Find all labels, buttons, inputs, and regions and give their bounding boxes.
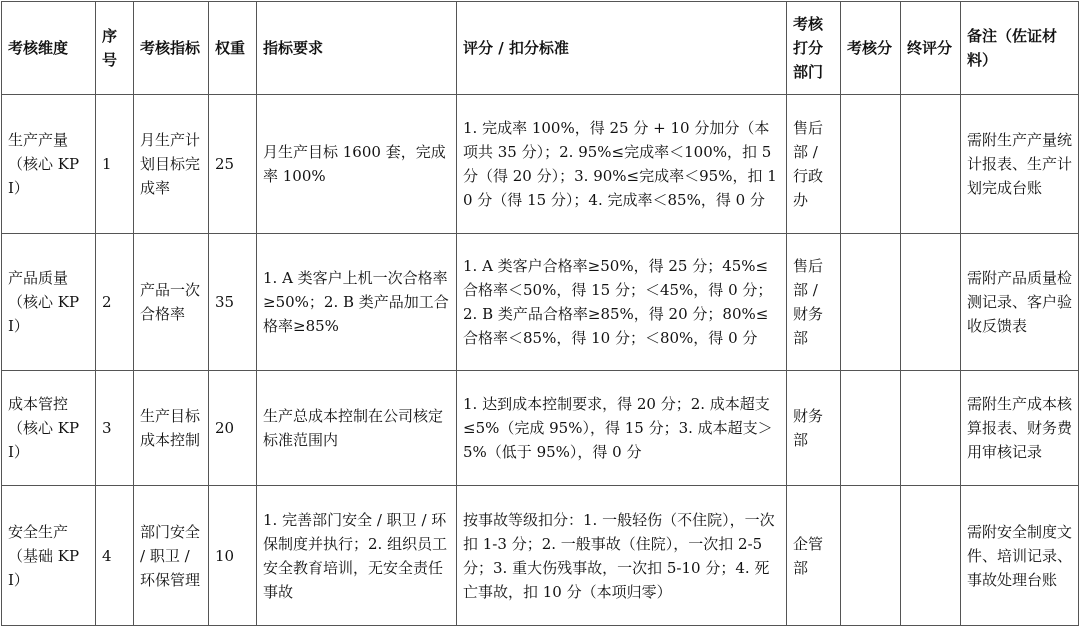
cell-indicator: 生产目标成本控制 xyxy=(134,371,209,486)
cell-standard: 1. A 类客户合格率≥50%，得 25 分；45%≤合格率＜50%，得 15 分；＜45%，得 0 分；2. B 类产品合格率≥85%，得 20 分；80%≤合格率＜85%，得 10 分；＜80%，得 0 分 xyxy=(457,234,787,371)
cell-indicator: 月生产计划目标完成率 xyxy=(134,95,209,234)
cell-final[interactable] xyxy=(901,234,961,371)
table-row xyxy=(2,234,1079,371)
cell-dept: 企管部 xyxy=(787,486,841,626)
cell-dimension: 生产产量（核心 KPI） xyxy=(2,95,96,234)
cell-weight: 20 xyxy=(209,371,257,486)
cell-indicator: 产品一次合格率 xyxy=(134,234,209,371)
cell-seq: 3 xyxy=(96,371,134,486)
header-seq: 序号 xyxy=(96,2,134,95)
table-row xyxy=(2,371,1079,486)
header-score: 考核分 xyxy=(841,2,901,95)
cell-note: 需附生产产量统计报表、生产计划完成台账 xyxy=(961,95,1079,234)
cell-requirement: 1. A 类客户上机一次合格率≥50%；2. B 类产品加工合格率≥85% xyxy=(257,234,457,371)
cell-note: 需附产品质量检测记录、客户验收反馈表 xyxy=(961,234,1079,371)
header-dimension: 考核维度 xyxy=(2,2,96,95)
cell-dimension: 产品质量（核心 KPI） xyxy=(2,234,96,371)
cell-seq: 4 xyxy=(96,486,134,626)
cell-dimension: 安全生产（基础 KPI） xyxy=(2,486,96,626)
cell-indicator: 部门安全 / 职卫 / 环保管理 xyxy=(134,486,209,626)
cell-score[interactable] xyxy=(841,95,901,234)
cell-seq: 2 xyxy=(96,234,134,371)
cell-standard: 1. 完成率 100%，得 25 分 + 10 分加分（本项共 35 分）；2. 95%≤完成率＜100%，扣 5 分（得 20 分）；3. 90%≤完成率＜95%，扣 10 分（得 15 分）；4. 完成率＜85%，得 0 分 xyxy=(457,95,787,234)
cell-dept: 售后部 / 行政办 xyxy=(787,95,841,234)
cell-weight: 25 xyxy=(209,95,257,234)
cell-dept: 财务部 xyxy=(787,371,841,486)
table-row xyxy=(2,486,1079,626)
cell-standard: 按事故等级扣分：1. 一般轻伤（不住院），一次扣 1-3 分；2. 一般事故（住院），一次扣 2-5 分；3. 重大伤残事故，一次扣 5-10 分；4. 死亡事故，扣 10 分（本项归零） xyxy=(457,486,787,626)
cell-note: 需附生产成本核算报表、财务费用审核记录 xyxy=(961,371,1079,486)
cell-standard: 1. 达到成本控制要求，得 20 分；2. 成本超支≤5%（完成 95%），得 15 分；3. 成本超支＞5%（低于 95%），得 0 分 xyxy=(457,371,787,486)
cell-note: 需附安全制度文件、培训记录、事故处理台账 xyxy=(961,486,1079,626)
cell-final[interactable] xyxy=(901,486,961,626)
kpi-assessment-table xyxy=(1,1,1079,626)
cell-score[interactable] xyxy=(841,371,901,486)
header-final: 终评分 xyxy=(901,2,961,95)
header-note: 备注（佐证材料） xyxy=(961,2,1079,95)
table-row xyxy=(2,95,1079,234)
header-row xyxy=(2,2,1079,95)
header-standard: 评分 / 扣分标准 xyxy=(457,2,787,95)
cell-final[interactable] xyxy=(901,95,961,234)
cell-score[interactable] xyxy=(841,234,901,371)
cell-dept: 售后部 / 财务部 xyxy=(787,234,841,371)
cell-score[interactable] xyxy=(841,486,901,626)
cell-weight: 10 xyxy=(209,486,257,626)
header-weight: 权重 xyxy=(209,2,257,95)
cell-requirement: 月生产目标 1600 套，完成率 100% xyxy=(257,95,457,234)
cell-weight: 35 xyxy=(209,234,257,371)
header-indicator: 考核指标 xyxy=(134,2,209,95)
cell-requirement: 1. 完善部门安全 / 职卫 / 环保制度并执行；2. 组织员工安全教育培训，无安全责任事故 xyxy=(257,486,457,626)
cell-dimension: 成本管控（核心 KPI） xyxy=(2,371,96,486)
header-requirement: 指标要求 xyxy=(257,2,457,95)
cell-requirement: 生产总成本控制在公司核定标准范围内 xyxy=(257,371,457,486)
cell-seq: 1 xyxy=(96,95,134,234)
cell-final[interactable] xyxy=(901,371,961,486)
header-dept: 考核打分部门 xyxy=(787,2,841,95)
